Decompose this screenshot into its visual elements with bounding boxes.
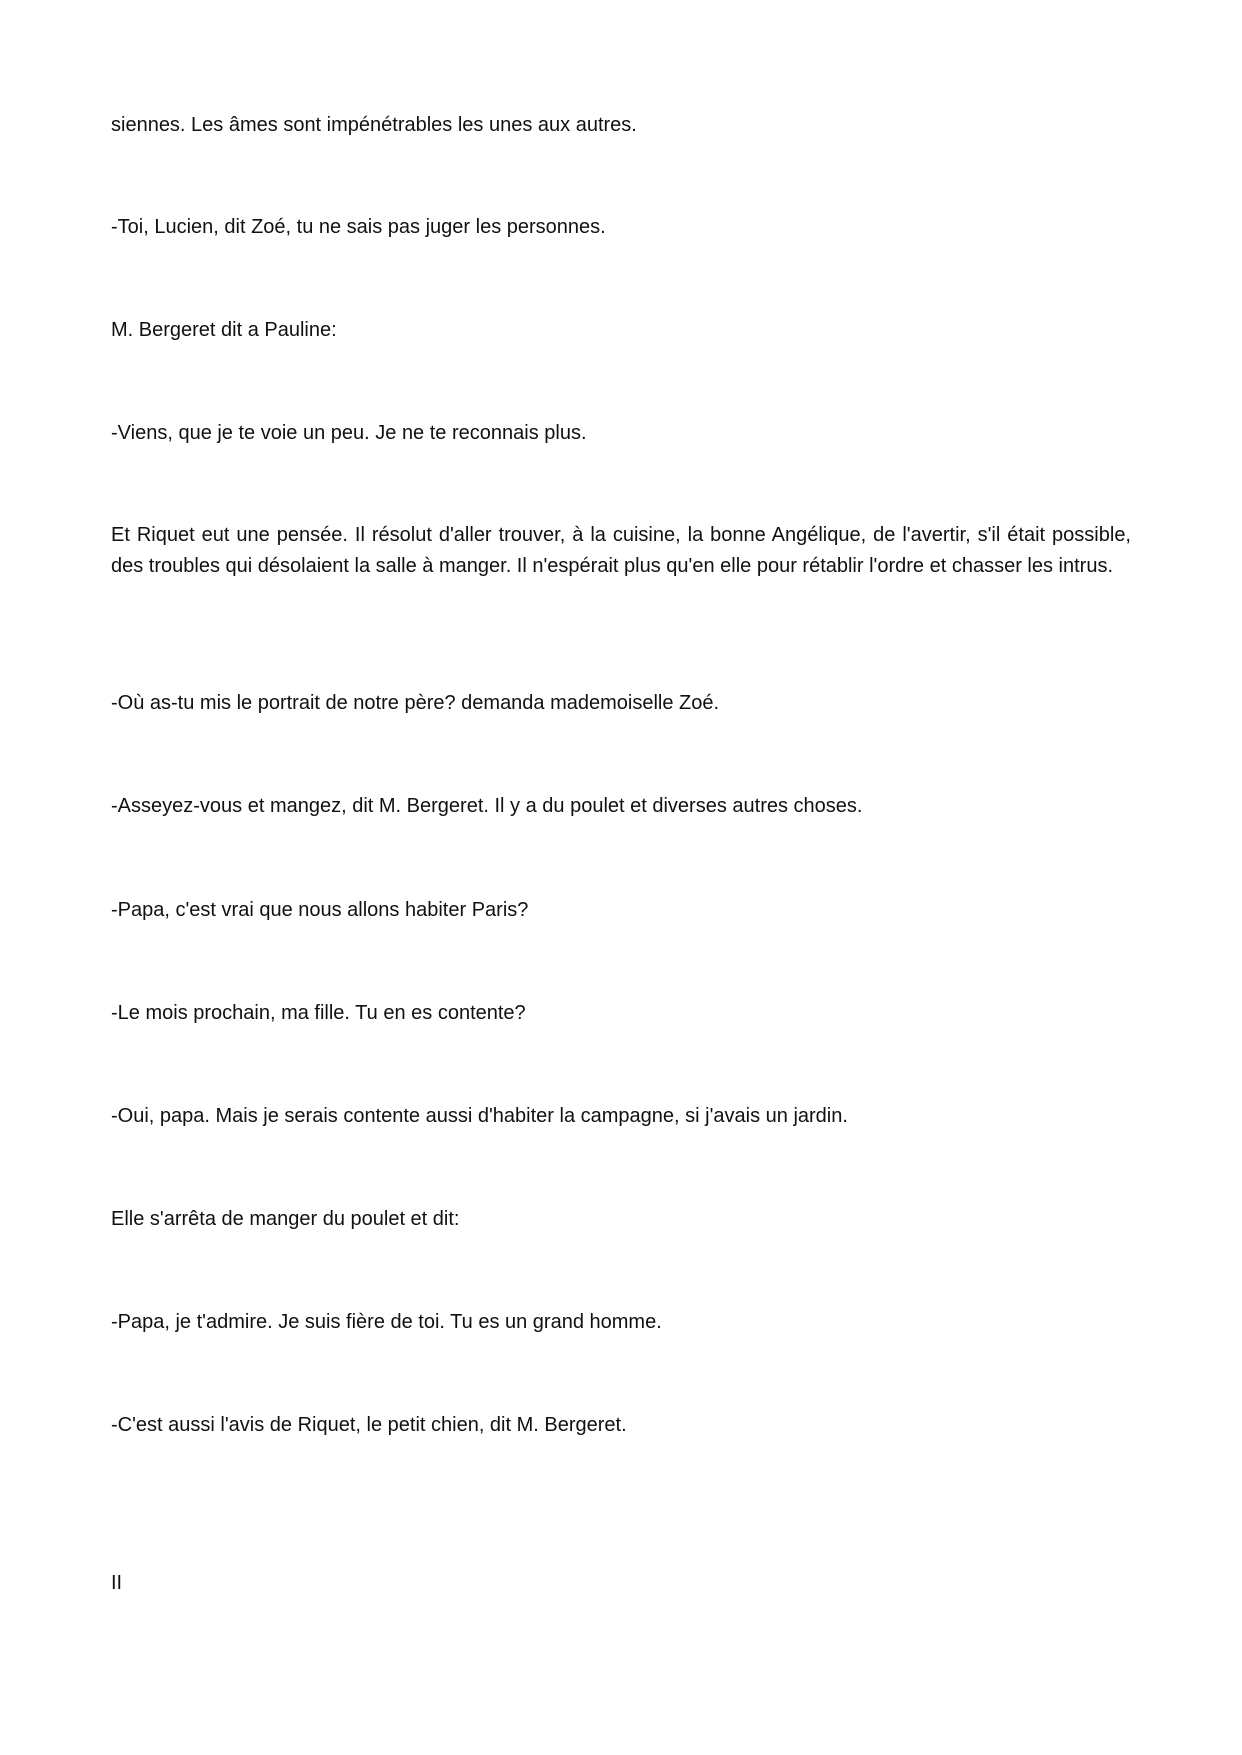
paragraph-1: siennes. Les âmes sont impénétrables les unes aux autres.	[111, 114, 637, 136]
paragraph-7: -Asseyez-vous et mangez, dit M. Bergeret. Il y a du poulet et diverses autres choses.	[111, 795, 863, 817]
paragraph-9: -Le mois prochain, ma fille. Tu en es contente?	[111, 1002, 526, 1024]
paragraph-3: M. Bergeret dit a Pauline:	[111, 319, 337, 341]
paragraph-11: Elle s'arrêta de manger du poulet et dit:	[111, 1208, 460, 1230]
paragraph-5: Et Riquet eut une pensée. Il résolut d'aller trouver, à la cuisine, la bonne Angélique, de l'avertir, s'il était possible, des troubles qui désolaient la salle à manger. Il n'espérait plus qu'en elle pour rétablir l'ordre et chasser les intrus.	[111, 524, 1131, 577]
paragraph-13: -C'est aussi l'avis de Riquet, le petit chien, dit M. Bergeret.	[111, 1414, 627, 1436]
paragraph-12: -Papa, je t'admire. Je suis fière de toi. Tu es un grand homme.	[111, 1311, 662, 1333]
paragraph-6: -Où as-tu mis le portrait de notre père? demanda mademoiselle Zoé.	[111, 692, 720, 714]
chapter-heading: II	[111, 1572, 123, 1594]
paragraph-2: -Toi, Lucien, dit Zoé, tu ne sais pas juger les personnes.	[111, 216, 606, 238]
paragraph-10: -Oui, papa. Mais je serais contente aussi d'habiter la campagne, si j'avais un jardin.	[111, 1105, 848, 1127]
paragraph-8: -Papa, c'est vrai que nous allons habiter Paris?	[111, 899, 529, 921]
paragraph-4: -Viens, que je te voie un peu. Je ne te reconnais plus.	[111, 422, 587, 444]
